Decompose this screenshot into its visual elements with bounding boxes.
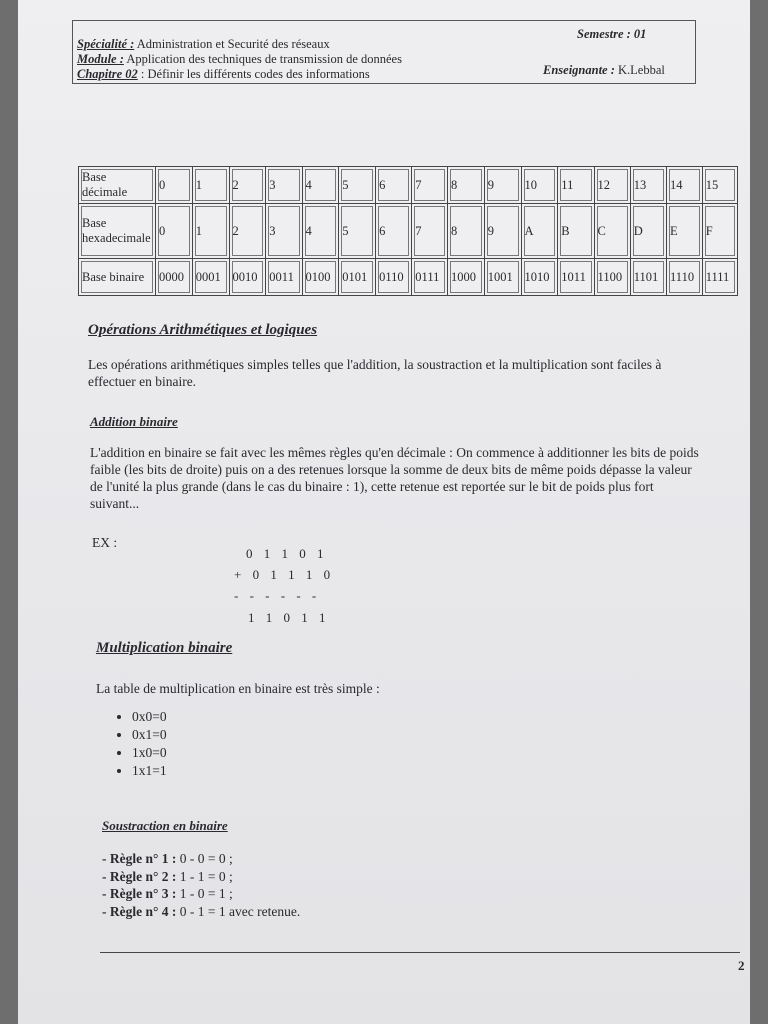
table-cell: 12 bbox=[594, 167, 630, 204]
list-item: • 1x1=1 bbox=[132, 762, 167, 780]
addition-separator: - - - - - - bbox=[234, 588, 321, 603]
table-cell: 4 bbox=[302, 204, 339, 259]
table-cell: 14 bbox=[667, 167, 703, 204]
table-cell: 6 bbox=[376, 167, 412, 204]
table-cell: 1 bbox=[192, 167, 229, 204]
table-cell: D bbox=[630, 204, 666, 259]
rule-item: - Règle n° 2 : 1 - 1 = 0 ; bbox=[102, 868, 233, 884]
table-cell: 7 bbox=[412, 167, 448, 204]
addition-text: L'addition en binaire se fait avec les mêmes règles qu'en décimale : On commence à additionner les bits de poids faible (les bits de droite) puis on a des retenues lorsque la somme de deux bits de même poids dépasse la valeur de l'unité la plus grande (dans le cas du binaire : 1), cette retenue est reportée sur le bit de poids plus fort suivant... bbox=[90, 445, 699, 511]
addition-operand-2: + 0 1 1 1 0 bbox=[234, 567, 335, 582]
table-cell: F bbox=[702, 204, 737, 259]
table-row bbox=[79, 167, 738, 204]
list-item: • 0x0=0 bbox=[132, 708, 167, 726]
table-cell: E bbox=[667, 204, 703, 259]
specialite-line: Spécialité : Administration et Securité des réseaux bbox=[77, 37, 330, 51]
operations-intro: Les opérations arithmétiques simples telles que l'addition, la soustraction et la multiplication sont faciles à effectuer en binaire. bbox=[88, 357, 662, 389]
operations-title: Opérations Arithmétiques et logiques bbox=[88, 322, 318, 338]
table-cell: 9 bbox=[484, 204, 521, 259]
table-cell: 0111 bbox=[412, 259, 448, 296]
table-cell: 5 bbox=[339, 204, 376, 259]
addition-operand-1: 0 1 1 0 1 bbox=[246, 546, 328, 561]
table-cell: 13 bbox=[630, 167, 666, 204]
rule-item: - Règle n° 3 : 1 - 0 = 1 ; bbox=[102, 886, 233, 901]
page-number: 2 bbox=[738, 958, 745, 973]
table-cell: C bbox=[594, 204, 630, 259]
table-cell: 4 bbox=[302, 167, 339, 204]
table-cell: 0 bbox=[156, 167, 193, 204]
table-cell: 1000 bbox=[448, 259, 485, 296]
addition-result: 1 1 0 1 1 bbox=[248, 610, 330, 625]
table-cell: 10 bbox=[521, 167, 558, 204]
table-cell: 0011 bbox=[266, 259, 302, 296]
document-header bbox=[72, 20, 696, 84]
semestre-label: Semestre : 01 bbox=[577, 27, 647, 41]
table-cell: 9 bbox=[484, 167, 521, 204]
enseignante-line: Enseignante : K.Lebbal bbox=[543, 63, 665, 77]
chapitre-line: Chapitre 02 : Définir les différents codes des informations bbox=[77, 67, 370, 81]
table-cell: 2 bbox=[229, 167, 266, 204]
table-cell: 3 bbox=[266, 167, 302, 204]
table-cell: 0000 bbox=[156, 259, 193, 296]
rule-item: - Règle n° 1 : 0 - 0 = 0 ; bbox=[102, 851, 233, 866]
table-cell: 1011 bbox=[558, 259, 594, 296]
table-cell: 1010 bbox=[521, 259, 558, 296]
table-row bbox=[79, 259, 738, 296]
example-label: EX : bbox=[92, 535, 118, 550]
row-label: Base hexadecimale bbox=[79, 204, 156, 259]
table-cell: 5 bbox=[339, 167, 376, 204]
table-row bbox=[79, 204, 738, 259]
row-label: Base décimale bbox=[79, 167, 156, 204]
table-cell: 8 bbox=[448, 167, 485, 204]
module-line: Module : Application des techniques de transmission de données bbox=[77, 52, 402, 66]
code-conversion-table bbox=[78, 166, 738, 296]
table-cell: 11 bbox=[558, 167, 594, 204]
table-cell: 2 bbox=[229, 204, 266, 259]
multiplication-intro: La table de multiplication en binaire est très simple : bbox=[96, 681, 380, 696]
table-cell: 3 bbox=[266, 204, 302, 259]
table-cell: 0101 bbox=[339, 259, 376, 296]
footer-divider bbox=[100, 952, 740, 953]
addition-title: Addition binaire bbox=[90, 414, 178, 429]
table-cell: 1100 bbox=[594, 259, 630, 296]
multiplication-title: Multiplication binaire bbox=[96, 640, 233, 656]
table-cell: 6 bbox=[376, 204, 412, 259]
table-cell: 8 bbox=[448, 204, 485, 259]
table-cell: 0110 bbox=[376, 259, 412, 296]
table-cell: 0010 bbox=[229, 259, 266, 296]
table-cell: 0001 bbox=[192, 259, 229, 296]
table-cell: 15 bbox=[702, 167, 737, 204]
multiplication-list bbox=[110, 708, 167, 780]
rule-item: - Règle n° 4 : 0 - 1 = 1 avec retenue. bbox=[102, 903, 301, 919]
list-item: • 0x1=0 bbox=[132, 726, 167, 744]
table-cell: 1001 bbox=[484, 259, 521, 296]
soustraction-title: Soustraction en binaire bbox=[102, 818, 228, 833]
table-cell: 1 bbox=[192, 204, 229, 259]
table-cell: 7 bbox=[412, 204, 448, 259]
row-label: Base binaire bbox=[79, 259, 156, 296]
table-cell: B bbox=[558, 204, 594, 259]
table-cell: 0 bbox=[156, 204, 193, 259]
table-cell: 1110 bbox=[667, 259, 703, 296]
table-cell: 1101 bbox=[630, 259, 666, 296]
soustraction-rules bbox=[102, 850, 300, 920]
table-cell: 0100 bbox=[302, 259, 339, 296]
list-item: • 1x0=0 bbox=[132, 744, 167, 762]
table-cell: 1111 bbox=[702, 259, 737, 296]
table-cell: A bbox=[521, 204, 558, 259]
